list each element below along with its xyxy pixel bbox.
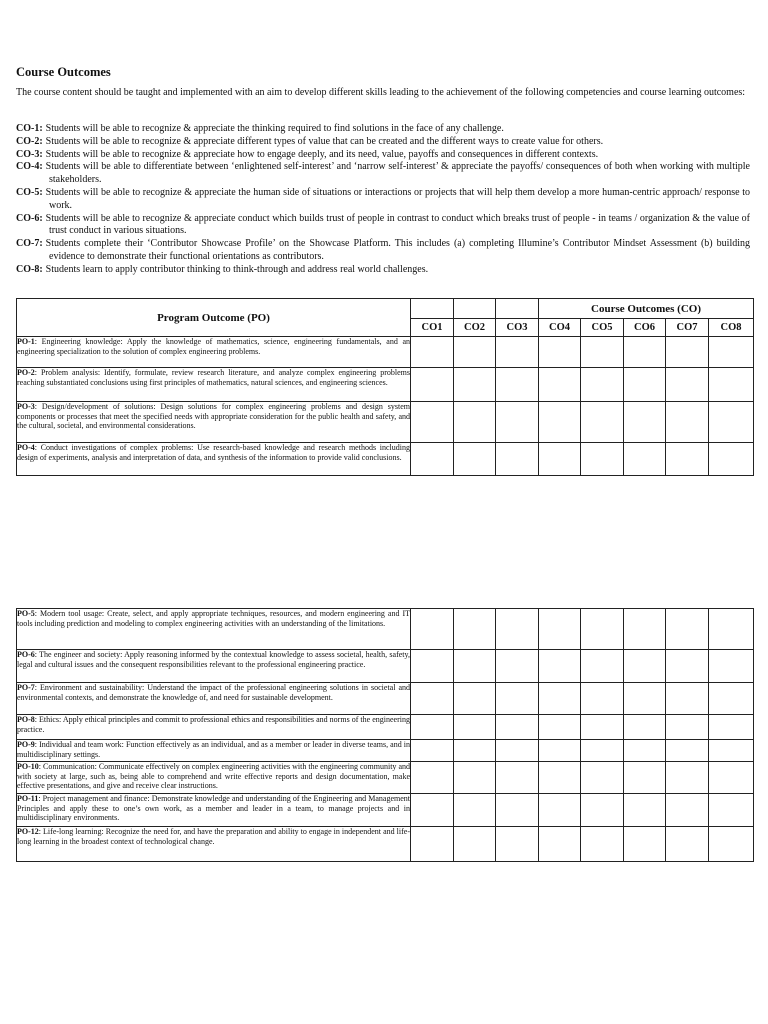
mapping-cell[interactable] xyxy=(666,683,709,715)
mapping-cell[interactable] xyxy=(496,740,539,762)
mapping-cell[interactable] xyxy=(581,443,624,476)
course-outcome-item xyxy=(16,149,750,162)
mapping-cell[interactable] xyxy=(454,794,496,827)
po-text: : Modern tool usage: Create, select, and apply appropriate techniques, resources, and modern engineering and IT tools including prediction and modeling to complex engineering activities with an understanding of the limitations. xyxy=(17,609,410,628)
table-row xyxy=(17,762,754,794)
course-outcome-code: CO-2: xyxy=(16,135,43,147)
mapping-cell[interactable] xyxy=(411,650,454,683)
table-row xyxy=(17,650,754,683)
co-group-header: Course Outcomes (CO) xyxy=(539,299,754,319)
mapping-cell[interactable] xyxy=(581,794,624,827)
mapping-cell[interactable] xyxy=(709,827,754,862)
po-code: PO-6 xyxy=(17,650,35,659)
mapping-cell[interactable] xyxy=(666,650,709,683)
course-outcome-text: Students will be able to differentiate between ‘enlightened self-interest’ and ‘narrow self-interest’ & appreciate the payoffs/ consequences of both when working with multiple stakeholders. xyxy=(45,161,750,186)
mapping-cell[interactable] xyxy=(454,762,496,794)
mapping-cell[interactable] xyxy=(709,683,754,715)
po-text: : Individual and team work: Function effectively as an individual, and as a member or leader in diverse teams, and in multidisciplinary settings. xyxy=(17,740,410,759)
table-row xyxy=(17,715,754,740)
course-outcome-item xyxy=(16,264,750,277)
mapping-cell[interactable] xyxy=(539,337,581,368)
mapping-cell[interactable] xyxy=(666,368,709,402)
po-code: PO-12 xyxy=(17,827,39,836)
course-outcome-code: CO-1: xyxy=(16,123,43,134)
intro-paragraph: The course content should be taught and implemented with an aim to develop different skills leading to the achievement of the following competencies and course learning outcomes: xyxy=(16,87,746,98)
po-text: : Project management and finance: Demonstrate knowledge and understanding of the Engineering and Management Principles and apply these to one’s own work, as a member and leader in a team, to manage projects and in multidisciplinary environments. xyxy=(17,794,410,823)
co-column-header: CO7 xyxy=(666,319,709,337)
mapping-cell[interactable] xyxy=(581,827,624,862)
co-column-header: CO6 xyxy=(624,319,666,337)
table-row xyxy=(17,368,754,402)
course-outcome-text: Students will be able to recognize & appreciate the human side of situations or interactions or projects that will help them develop a more human-centric approach/ response to work. xyxy=(45,186,750,211)
course-outcome-item xyxy=(16,238,750,264)
mapping-cell[interactable] xyxy=(496,337,539,368)
mapping-cell[interactable] xyxy=(581,368,624,402)
po-description-cell xyxy=(17,402,411,443)
mapping-cell[interactable] xyxy=(666,715,709,740)
table-row xyxy=(17,827,754,862)
po-text: : Engineering knowledge: Apply the knowledge of mathematics, science, engineering fundamentals, and an engineering specialization to the solution of complex engineering problems. xyxy=(17,337,410,356)
po-code: PO-2 xyxy=(17,368,35,377)
mapping-cell[interactable] xyxy=(454,740,496,762)
mapping-cell[interactable] xyxy=(581,402,624,443)
po-text: : Design/development of solutions: Design solutions for complex engineering problems and design system components or processes that meet the specified needs with appropriate consideration for the public health and safety, and the cultural, societal, and environmental considerations. xyxy=(17,402,410,431)
course-outcome-code: CO-3: xyxy=(16,148,43,160)
co-column-header: CO1 xyxy=(411,319,454,337)
mapping-cell[interactable] xyxy=(454,715,496,740)
po-description-cell xyxy=(17,683,411,715)
mapping-cell[interactable] xyxy=(539,827,581,862)
po-column-header: Program Outcome (PO) xyxy=(17,299,411,337)
mapping-cell[interactable] xyxy=(539,762,581,794)
co-column-header: CO4 xyxy=(539,319,581,337)
po-description-cell xyxy=(17,740,411,762)
mapping-cell[interactable] xyxy=(666,794,709,827)
po-description-cell xyxy=(17,443,411,476)
mapping-cell[interactable] xyxy=(581,337,624,368)
mapping-cell[interactable] xyxy=(709,715,754,740)
course-outcome-code: CO-6: xyxy=(16,212,43,224)
po-description-cell xyxy=(17,762,411,794)
mapping-cell[interactable] xyxy=(454,650,496,683)
po-code: PO-10 xyxy=(17,762,39,771)
course-outcome-code: CO-7: xyxy=(16,238,43,250)
mapping-cell[interactable] xyxy=(666,609,709,650)
mapping-cell[interactable] xyxy=(666,827,709,862)
po-text: : Ethics: Apply ethical principles and commit to professional ethics and responsibilities and norms of the engineering practice. xyxy=(17,715,410,734)
mapping-cell[interactable] xyxy=(454,402,496,443)
mapping-cell[interactable] xyxy=(624,402,666,443)
mapping-cell[interactable] xyxy=(539,650,581,683)
mapping-cell[interactable] xyxy=(539,740,581,762)
mapping-cell[interactable] xyxy=(496,443,539,476)
course-outcome-code: CO-5: xyxy=(16,186,43,198)
mapping-cell[interactable] xyxy=(709,740,754,762)
mapping-cell[interactable] xyxy=(539,794,581,827)
mapping-cell[interactable] xyxy=(411,443,454,476)
mapping-cell[interactable] xyxy=(454,368,496,402)
course-outcome-item xyxy=(16,213,750,239)
mapping-cell[interactable] xyxy=(709,609,754,650)
mapping-cell[interactable] xyxy=(581,650,624,683)
mapping-cell[interactable] xyxy=(666,337,709,368)
mapping-cell[interactable] xyxy=(624,827,666,862)
mapping-cell[interactable] xyxy=(709,794,754,827)
mapping-cell[interactable] xyxy=(496,609,539,650)
co-column-header: CO5 xyxy=(581,319,624,337)
blank-header-cell xyxy=(411,299,454,319)
mapping-cell[interactable] xyxy=(539,609,581,650)
course-outcome-text: Students will be able to recognize & appreciate how to engage deeply, and its need, value, payoffs and consequences in different contexts. xyxy=(45,148,599,160)
mapping-cell[interactable] xyxy=(539,368,581,402)
mapping-cell[interactable] xyxy=(411,337,454,368)
po-description-cell xyxy=(17,715,411,740)
po-description-cell xyxy=(17,650,411,683)
mapping-cell[interactable] xyxy=(411,794,454,827)
po-text: : Problem analysis: Identify, formulate, review research literature, and analyze complex engineering problems reaching substantiated conclusions using first principles of mathematics, natural sciences, and engineering sciences. xyxy=(17,368,410,387)
table-row xyxy=(17,337,754,368)
mapping-cell[interactable] xyxy=(411,683,454,715)
po-description-cell xyxy=(17,368,411,402)
mapping-cell[interactable] xyxy=(709,443,754,476)
po-code: PO-7 xyxy=(17,683,35,692)
po-co-mapping-table-part2 xyxy=(16,608,754,862)
mapping-cell[interactable] xyxy=(624,794,666,827)
course-outcome-code: CO-8: xyxy=(16,263,43,275)
course-outcome-text: Students learn to apply contributor thinking to think-through and address real world challenges. xyxy=(45,263,429,275)
po-text: : Life-long learning: Recognize the need for, and have the preparation and ability to engage in independent and life-long learning in the broadest context of technological change. xyxy=(17,827,410,846)
po-description-cell xyxy=(17,609,411,650)
mapping-cell[interactable] xyxy=(496,827,539,862)
mapping-cell[interactable] xyxy=(624,715,666,740)
mapping-cell[interactable] xyxy=(454,827,496,862)
po-code: PO-4 xyxy=(17,443,35,452)
mapping-cell[interactable] xyxy=(624,609,666,650)
mapping-cell[interactable] xyxy=(581,683,624,715)
po-description-cell xyxy=(17,337,411,368)
table-row xyxy=(17,794,754,827)
mapping-cell[interactable] xyxy=(496,683,539,715)
mapping-cell[interactable] xyxy=(496,402,539,443)
mapping-cell[interactable] xyxy=(666,402,709,443)
mapping-cell[interactable] xyxy=(539,715,581,740)
course-outcomes-list xyxy=(16,123,750,277)
mapping-cell[interactable] xyxy=(624,368,666,402)
mapping-cell[interactable] xyxy=(581,715,624,740)
mapping-cell[interactable] xyxy=(454,443,496,476)
table-row xyxy=(17,402,754,443)
mapping-cell[interactable] xyxy=(411,609,454,650)
mapping-cell[interactable] xyxy=(624,683,666,715)
mapping-cell[interactable] xyxy=(581,609,624,650)
mapping-cell[interactable] xyxy=(411,827,454,862)
po-description-cell xyxy=(17,827,411,862)
course-outcome-text: Students will be able to recognize & appreciate the thinking required to find solutions in the face of any challenge. xyxy=(45,123,504,134)
po-text: : The engineer and society: Apply reasoning informed by the contextual knowledge to assess societal, health, safety, legal and cultural issues and the consequent responsibilities relevant to the professional engineering practice. xyxy=(17,650,410,669)
course-outcome-item xyxy=(16,161,750,187)
course-outcome-code: CO-4: xyxy=(16,161,43,173)
blank-header-cell xyxy=(496,299,539,319)
table-row xyxy=(17,609,754,650)
po-code: PO-5 xyxy=(17,609,35,618)
mapping-cell[interactable] xyxy=(411,368,454,402)
mapping-cell[interactable] xyxy=(411,762,454,794)
mapping-cell[interactable] xyxy=(539,683,581,715)
mapping-cell[interactable] xyxy=(411,740,454,762)
mapping-cell[interactable] xyxy=(666,443,709,476)
mapping-cell[interactable] xyxy=(666,762,709,794)
po-code: PO-8 xyxy=(17,715,35,724)
mapping-cell[interactable] xyxy=(539,443,581,476)
po-code: PO-9 xyxy=(17,740,35,749)
mapping-cell[interactable] xyxy=(496,762,539,794)
course-outcome-item xyxy=(16,123,750,136)
mapping-cell[interactable] xyxy=(709,650,754,683)
course-outcome-text: Students will be able to recognize & appreciate conduct which builds trust of people in contrast to conduct which breaks trust of people - in teams / organization & the value of trust conduct in various situations. xyxy=(45,212,750,237)
mapping-cell[interactable] xyxy=(496,368,539,402)
mapping-cell[interactable] xyxy=(624,443,666,476)
course-outcome-text: Students complete their ‘Contributor Showcase Profile’ on the Showcase Platform. This includes (a) completing Illumine’s Contributor Mindset Assessment (b) building evidence to demonstrate their functional orientations as contributors. xyxy=(45,238,750,262)
po-code: PO-3 xyxy=(17,402,35,411)
mapping-cell[interactable] xyxy=(496,650,539,683)
po-code: PO-1 xyxy=(17,337,35,346)
mapping-cell[interactable] xyxy=(709,402,754,443)
mapping-cell[interactable] xyxy=(624,740,666,762)
mapping-cell[interactable] xyxy=(709,337,754,368)
po-text: : Communication: Communicate effectively on complex engineering activities with the engineering community and with society at large, such as, being able to comprehend and write effective reports and design documentation, make effective presentations, and give and receive clear instructions. xyxy=(17,762,410,791)
co-column-header: CO2 xyxy=(454,319,496,337)
po-text: : Conduct investigations of complex problems: Use research-based knowledge and research methods including design of experiments, analysis and interpretation of data, and synthesis of the information to provide valid conclusions. xyxy=(17,443,410,462)
po-co-mapping-table-part1 xyxy=(16,298,754,476)
blank-header-cell xyxy=(454,299,496,319)
mapping-cell[interactable] xyxy=(581,740,624,762)
mapping-cell[interactable] xyxy=(454,683,496,715)
co-column-header: CO3 xyxy=(496,319,539,337)
section-heading: Course Outcomes xyxy=(16,65,111,79)
course-outcome-text: Students will be able to recognize & appreciate different types of value that can be created and the different ways to create value for others. xyxy=(45,135,604,147)
mapping-cell[interactable] xyxy=(454,609,496,650)
po-description-cell xyxy=(17,794,411,827)
mapping-cell[interactable] xyxy=(709,368,754,402)
table-row xyxy=(17,740,754,762)
mapping-cell[interactable] xyxy=(411,715,454,740)
co-column-header: CO8 xyxy=(709,319,754,337)
mapping-cell[interactable] xyxy=(539,402,581,443)
mapping-cell[interactable] xyxy=(624,337,666,368)
mapping-cell[interactable] xyxy=(709,762,754,794)
mapping-cell[interactable] xyxy=(624,650,666,683)
course-outcome-item xyxy=(16,136,750,149)
mapping-cell[interactable] xyxy=(581,762,624,794)
mapping-cell[interactable] xyxy=(666,740,709,762)
mapping-cell[interactable] xyxy=(454,337,496,368)
mapping-cell[interactable] xyxy=(624,762,666,794)
po-text: : Environment and sustainability: Understand the impact of the professional engineering solutions in societal and environmental contexts, and demonstrate the knowledge of, and need for sustainable development. xyxy=(17,683,410,702)
table-row xyxy=(17,443,754,476)
mapping-cell[interactable] xyxy=(411,402,454,443)
course-outcome-item xyxy=(16,187,750,213)
po-code: PO-11 xyxy=(17,794,39,803)
mapping-cell[interactable] xyxy=(496,715,539,740)
mapping-cell[interactable] xyxy=(496,794,539,827)
table-row xyxy=(17,683,754,715)
